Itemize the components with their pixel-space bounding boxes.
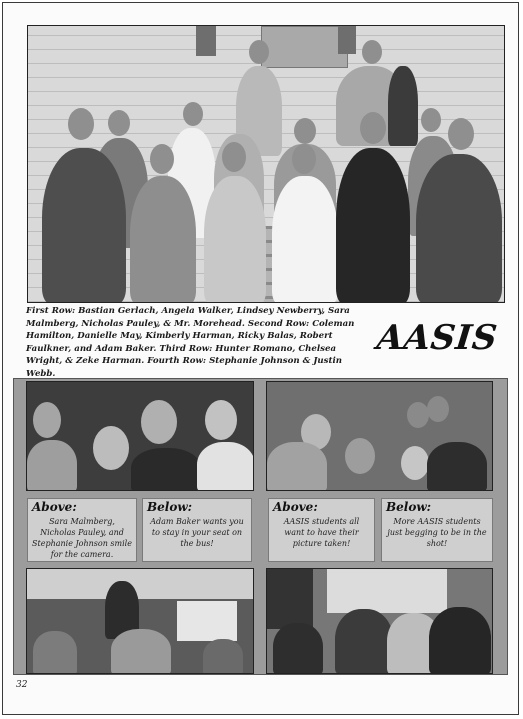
group-photo (27, 25, 505, 303)
wall-sign (196, 26, 216, 56)
student (197, 442, 254, 491)
student (416, 154, 502, 303)
caption-box (381, 498, 493, 562)
student-head (345, 438, 375, 474)
student-head (141, 400, 177, 444)
student-head (183, 102, 203, 126)
student (336, 148, 410, 303)
photo-begging (266, 568, 493, 674)
student (427, 442, 487, 491)
student (335, 609, 393, 674)
bus-ceiling (27, 569, 254, 599)
group-caption: First Row: Bastian Gerlach, Angela Walker, Lindsey Newberry, Sara Malmberg, Nicholas Pauley, & Mr. Morehead. Second Row: Coleman Hamilton, Danielle May, Kimberly Harman, Ricky Balas, Robert Faulkner, and Adam Baker. Third Row: Hunter Romano, Chelsea Wright, & Zeke Harman. Fourth Row: Stephanie Johnson & Justin Webb. (26, 306, 355, 379)
student (204, 176, 266, 303)
caption-box (142, 498, 252, 562)
student-head (33, 402, 61, 438)
student-head (407, 402, 429, 428)
student (267, 442, 327, 491)
caption-text: AASIS students all want to have their picture taken! (283, 517, 360, 548)
student-head (427, 396, 449, 422)
photo-bus-smile (26, 381, 254, 491)
caption-text: More AASIS students just begging to be in the shot! (387, 517, 487, 548)
caption-heading: Below: (147, 500, 193, 514)
photo-bus-seats (26, 568, 254, 674)
caption-box (27, 498, 137, 562)
student-head (360, 112, 386, 144)
caption-heading: Above: (273, 500, 318, 514)
bus-window (177, 601, 237, 641)
wall-sign (338, 26, 356, 54)
student-head (68, 108, 94, 140)
student (33, 631, 77, 674)
caption-heading: Below: (386, 500, 432, 514)
wall-banner (261, 26, 348, 68)
student-head (108, 110, 130, 136)
wall-poster (267, 569, 313, 629)
student (131, 448, 201, 491)
student (27, 440, 77, 491)
student-head (362, 40, 382, 64)
photo-students-crowd (266, 381, 493, 491)
student-head (421, 108, 441, 132)
student-head (448, 118, 474, 150)
caption-heading: Above: (32, 500, 77, 514)
student-head (294, 118, 316, 144)
student (273, 623, 323, 674)
club-title: AASIS (374, 318, 500, 358)
student-head (249, 40, 269, 64)
caption-box (268, 498, 375, 562)
student (203, 639, 243, 674)
student-head (222, 142, 246, 172)
window (327, 569, 447, 613)
student (272, 176, 338, 303)
caption-text: Sara Malmberg, Nicholas Pauley, and Stephanie Johnson smile for the camera. (32, 517, 132, 559)
student-head (150, 144, 174, 174)
student-head (205, 400, 237, 440)
student-head (401, 446, 429, 480)
student-head (292, 144, 316, 174)
student (388, 66, 418, 146)
student (429, 607, 491, 674)
page-number: 32 (16, 680, 28, 690)
student (42, 148, 126, 303)
student (130, 176, 196, 303)
caption-text: Adam Baker wants you to stay in your seat on the bus! (150, 517, 244, 548)
student-head (93, 426, 129, 470)
student (111, 629, 171, 674)
